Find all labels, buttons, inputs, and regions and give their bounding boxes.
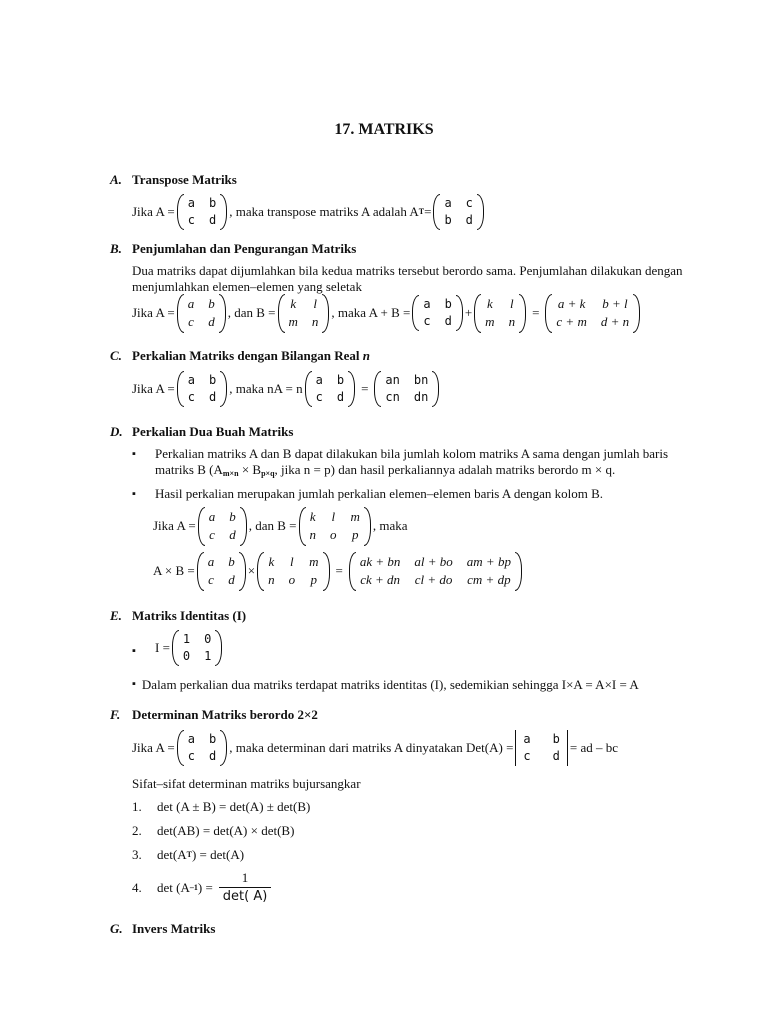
cell: b xyxy=(228,554,235,569)
section-a-heading xyxy=(110,172,237,188)
text: , dan B = xyxy=(227,305,276,321)
cell: d xyxy=(208,314,215,330)
cell: d xyxy=(208,213,217,227)
text: , maka transpose matriks A adalah A xyxy=(229,203,419,219)
cell: a + k xyxy=(557,296,586,311)
cell: c xyxy=(187,749,195,763)
italic-n: n xyxy=(362,348,371,363)
cell: b xyxy=(336,373,345,387)
text: I = xyxy=(155,639,170,655)
cell: b xyxy=(444,213,452,227)
cell: m xyxy=(288,314,298,330)
section-title: Invers Matriks xyxy=(132,921,216,936)
cell: o xyxy=(288,572,296,588)
cell: p xyxy=(310,572,318,588)
cell: cn xyxy=(385,390,400,404)
transpose-line xyxy=(132,194,486,230)
scalar-line xyxy=(132,371,441,407)
cell: k xyxy=(290,296,297,311)
text: det (A xyxy=(157,879,190,895)
cell: 1 xyxy=(204,649,212,663)
section-title: Perkalian Matriks dengan Bilangan Real xyxy=(132,348,360,363)
cell: n xyxy=(311,314,319,330)
property-1 xyxy=(132,799,310,815)
cell: b xyxy=(208,373,217,387)
text: , dan B = xyxy=(248,518,297,534)
section-title: Matriks Identitas (I) xyxy=(132,608,247,623)
matrix-na xyxy=(374,371,439,407)
cell: a xyxy=(523,732,531,746)
cell: d xyxy=(208,749,217,763)
matrix-sum xyxy=(545,294,640,333)
text: ) = xyxy=(197,879,213,895)
section-letter: C. xyxy=(110,348,122,363)
cell: l xyxy=(290,554,294,569)
text: Jika A = xyxy=(132,305,175,321)
matrix-b xyxy=(257,552,329,591)
cell: cm + dp xyxy=(467,572,511,588)
matrix-a xyxy=(197,552,246,591)
cell: p xyxy=(351,527,359,543)
matrix-b xyxy=(299,507,371,546)
cell: an xyxy=(385,373,400,387)
matrix-a-repeat xyxy=(305,371,355,407)
text: × B xyxy=(238,462,262,478)
text: A × B = xyxy=(153,563,195,579)
matrix-a xyxy=(198,507,247,546)
section-e-heading xyxy=(110,608,246,624)
cell: a xyxy=(207,554,215,569)
text: = ad – bc xyxy=(569,739,619,755)
section-letter: D. xyxy=(110,424,123,439)
equals-sign: = xyxy=(335,563,343,579)
number: 1. xyxy=(132,799,142,814)
cell: dn xyxy=(413,390,429,404)
cell: d xyxy=(228,572,235,588)
fraction xyxy=(219,870,272,906)
cell: n xyxy=(309,527,317,543)
cell: c xyxy=(523,749,531,763)
cell: 1 xyxy=(182,632,191,646)
addition-paragraph: Dua matriks dapat dijumlahkan bila kedua matriks tersebut berordo sama. Penjumlahan dilakukan dengan menjumlahkan elemen–elemen yang seletak xyxy=(132,263,683,295)
text: , maka A + B = xyxy=(331,305,411,321)
bullet-text-1 xyxy=(155,446,700,479)
superscript: T xyxy=(186,850,192,860)
product-result-line xyxy=(153,552,524,591)
cell: al + bo xyxy=(414,554,453,569)
cell: k xyxy=(309,509,316,524)
section-title: Penjumlahan dan Pengurangan Matriks xyxy=(132,241,357,256)
matrix-at xyxy=(433,194,483,230)
bullet-text-2: Hasil perkalian merupakan jumlah perkalian elemen–elemen baris A dengan kolom B. xyxy=(155,486,603,501)
cell: a xyxy=(187,373,195,387)
text: det (A ± B) = det(A) ± det(B) xyxy=(157,799,311,814)
matrix-identity xyxy=(172,630,222,666)
cell: c + m xyxy=(556,314,587,330)
cell: b xyxy=(208,296,215,311)
matrix-a xyxy=(177,730,227,766)
property-4 xyxy=(132,870,271,906)
cell: c xyxy=(187,213,195,227)
cell: d xyxy=(444,314,452,329)
cell: m xyxy=(309,554,319,569)
text: , jika n = p) dan hasil perkaliannya adalah matriks berordo m × q. xyxy=(274,462,616,478)
property-2 xyxy=(132,823,294,839)
cell: b xyxy=(552,732,560,746)
text: , maka determinan dari matriks A dinyatakan Det(A) = xyxy=(229,739,514,755)
section-d-heading xyxy=(110,424,293,440)
section-f-heading xyxy=(110,707,318,723)
matrix-b-repeat xyxy=(474,294,526,333)
section-letter: A. xyxy=(110,172,122,187)
bullet-icon: ▪ xyxy=(132,678,136,691)
cell: c xyxy=(465,196,473,210)
superscript: –1 xyxy=(189,882,198,892)
text: Dalam perkalian dua matriks terdapat matriks identitas (I), sedemikian sehingga I×A = A×I = A xyxy=(141,677,639,692)
cell: a xyxy=(315,373,323,387)
page-title: 17. MATRIKS xyxy=(334,121,434,138)
text: Jika A = xyxy=(132,203,175,219)
cell: c xyxy=(423,314,431,329)
cell: m xyxy=(485,314,495,330)
text: Perkalian matriks A dan B dapat dilakukan bila jumlah kolom matriks A sama dengan jumlah baris matriks B (A xyxy=(155,446,669,478)
matrix-a xyxy=(177,194,227,230)
cell: o xyxy=(330,527,337,543)
number: 2. xyxy=(132,823,142,838)
cell: a xyxy=(208,509,216,524)
identity-line xyxy=(155,630,224,666)
equals-sign: = xyxy=(532,305,540,321)
cell: b xyxy=(444,297,452,312)
cell: d xyxy=(229,527,236,543)
cell: a xyxy=(423,297,431,312)
bullet-icon: ▪ xyxy=(132,645,136,657)
property-3 xyxy=(132,847,244,863)
cell: l xyxy=(331,509,336,524)
cell: b xyxy=(208,196,217,210)
matrix-a xyxy=(177,294,226,333)
cell: d xyxy=(465,213,473,227)
cell: k xyxy=(268,554,275,569)
denominator: det( A) xyxy=(219,887,272,905)
cell: c xyxy=(315,390,323,404)
cell: b xyxy=(208,732,217,746)
superscript: T xyxy=(418,207,425,216)
cell: d + n xyxy=(600,314,630,330)
cell: b + l xyxy=(602,296,628,311)
cell: c xyxy=(188,314,194,330)
bullet-icon: ▪ xyxy=(132,448,136,460)
matrix-b xyxy=(278,294,330,333)
cell: d xyxy=(336,390,345,404)
subscript: p×q xyxy=(261,469,275,479)
section-title: Determinan Matriks berordo 2×2 xyxy=(132,707,318,722)
section-g-heading xyxy=(110,921,215,937)
cell: ak + bn xyxy=(359,554,401,569)
cell: d xyxy=(208,390,217,404)
cell: am + bp xyxy=(466,554,511,569)
cell: 0 xyxy=(204,632,212,646)
cell: a xyxy=(187,296,195,311)
cell: a xyxy=(187,732,195,746)
plus-sign: + xyxy=(464,305,473,321)
matrix-a xyxy=(177,371,227,407)
cell: l xyxy=(313,296,317,311)
cell: 0 xyxy=(182,649,191,663)
section-title: Transpose Matriks xyxy=(132,172,237,187)
text: det(AB) = det(A) × det(B) xyxy=(157,823,295,838)
text: = xyxy=(424,203,432,219)
equals-sign: = xyxy=(361,380,369,396)
section-title: Perkalian Dua Buah Matriks xyxy=(132,424,294,439)
section-b-heading xyxy=(110,241,356,257)
text: Jika A = xyxy=(132,739,175,755)
properties-title: Sifat–sifat determinan matriks bujursangkar xyxy=(132,776,361,791)
text: , maka nA = n xyxy=(229,380,303,396)
text: Jika A = xyxy=(132,380,175,396)
matrix-product xyxy=(349,552,522,591)
cell: m xyxy=(350,509,360,524)
cell: a xyxy=(187,196,195,210)
cell: a xyxy=(444,196,452,210)
cell: l xyxy=(510,296,514,311)
determinant-bars xyxy=(515,730,567,766)
identity-bullet-line xyxy=(132,677,639,693)
text: ) = det(A) xyxy=(191,847,245,862)
section-letter: B. xyxy=(110,241,122,256)
cell: c xyxy=(187,390,195,404)
cell: d xyxy=(552,749,560,763)
times-sign: × xyxy=(247,563,256,579)
cell: b xyxy=(229,509,236,524)
section-letter: E. xyxy=(110,608,122,623)
product-def-line xyxy=(153,507,408,546)
bullet-icon: ▪ xyxy=(132,488,136,500)
cell: cl + do xyxy=(414,572,453,588)
subscript: m×n xyxy=(222,469,239,479)
cell: c xyxy=(208,572,214,588)
text: det(A xyxy=(157,847,187,862)
section-letter: G. xyxy=(110,921,123,936)
addition-line xyxy=(132,294,642,333)
text: Jika A = xyxy=(153,518,196,534)
text: , maka xyxy=(372,518,408,534)
numerator: 1 xyxy=(241,870,249,885)
cell: bn xyxy=(413,373,429,387)
cell: n xyxy=(268,572,275,588)
section-letter: F. xyxy=(110,707,121,722)
section-c-heading xyxy=(110,348,370,364)
cell: ck + dn xyxy=(360,572,401,588)
matrix-a-repeat xyxy=(412,295,462,331)
cell: c xyxy=(209,527,215,543)
number: 4. xyxy=(132,879,142,895)
cell: n xyxy=(508,314,516,330)
determinant-line xyxy=(132,730,618,766)
number: 3. xyxy=(132,847,142,862)
cell: k xyxy=(486,296,493,311)
